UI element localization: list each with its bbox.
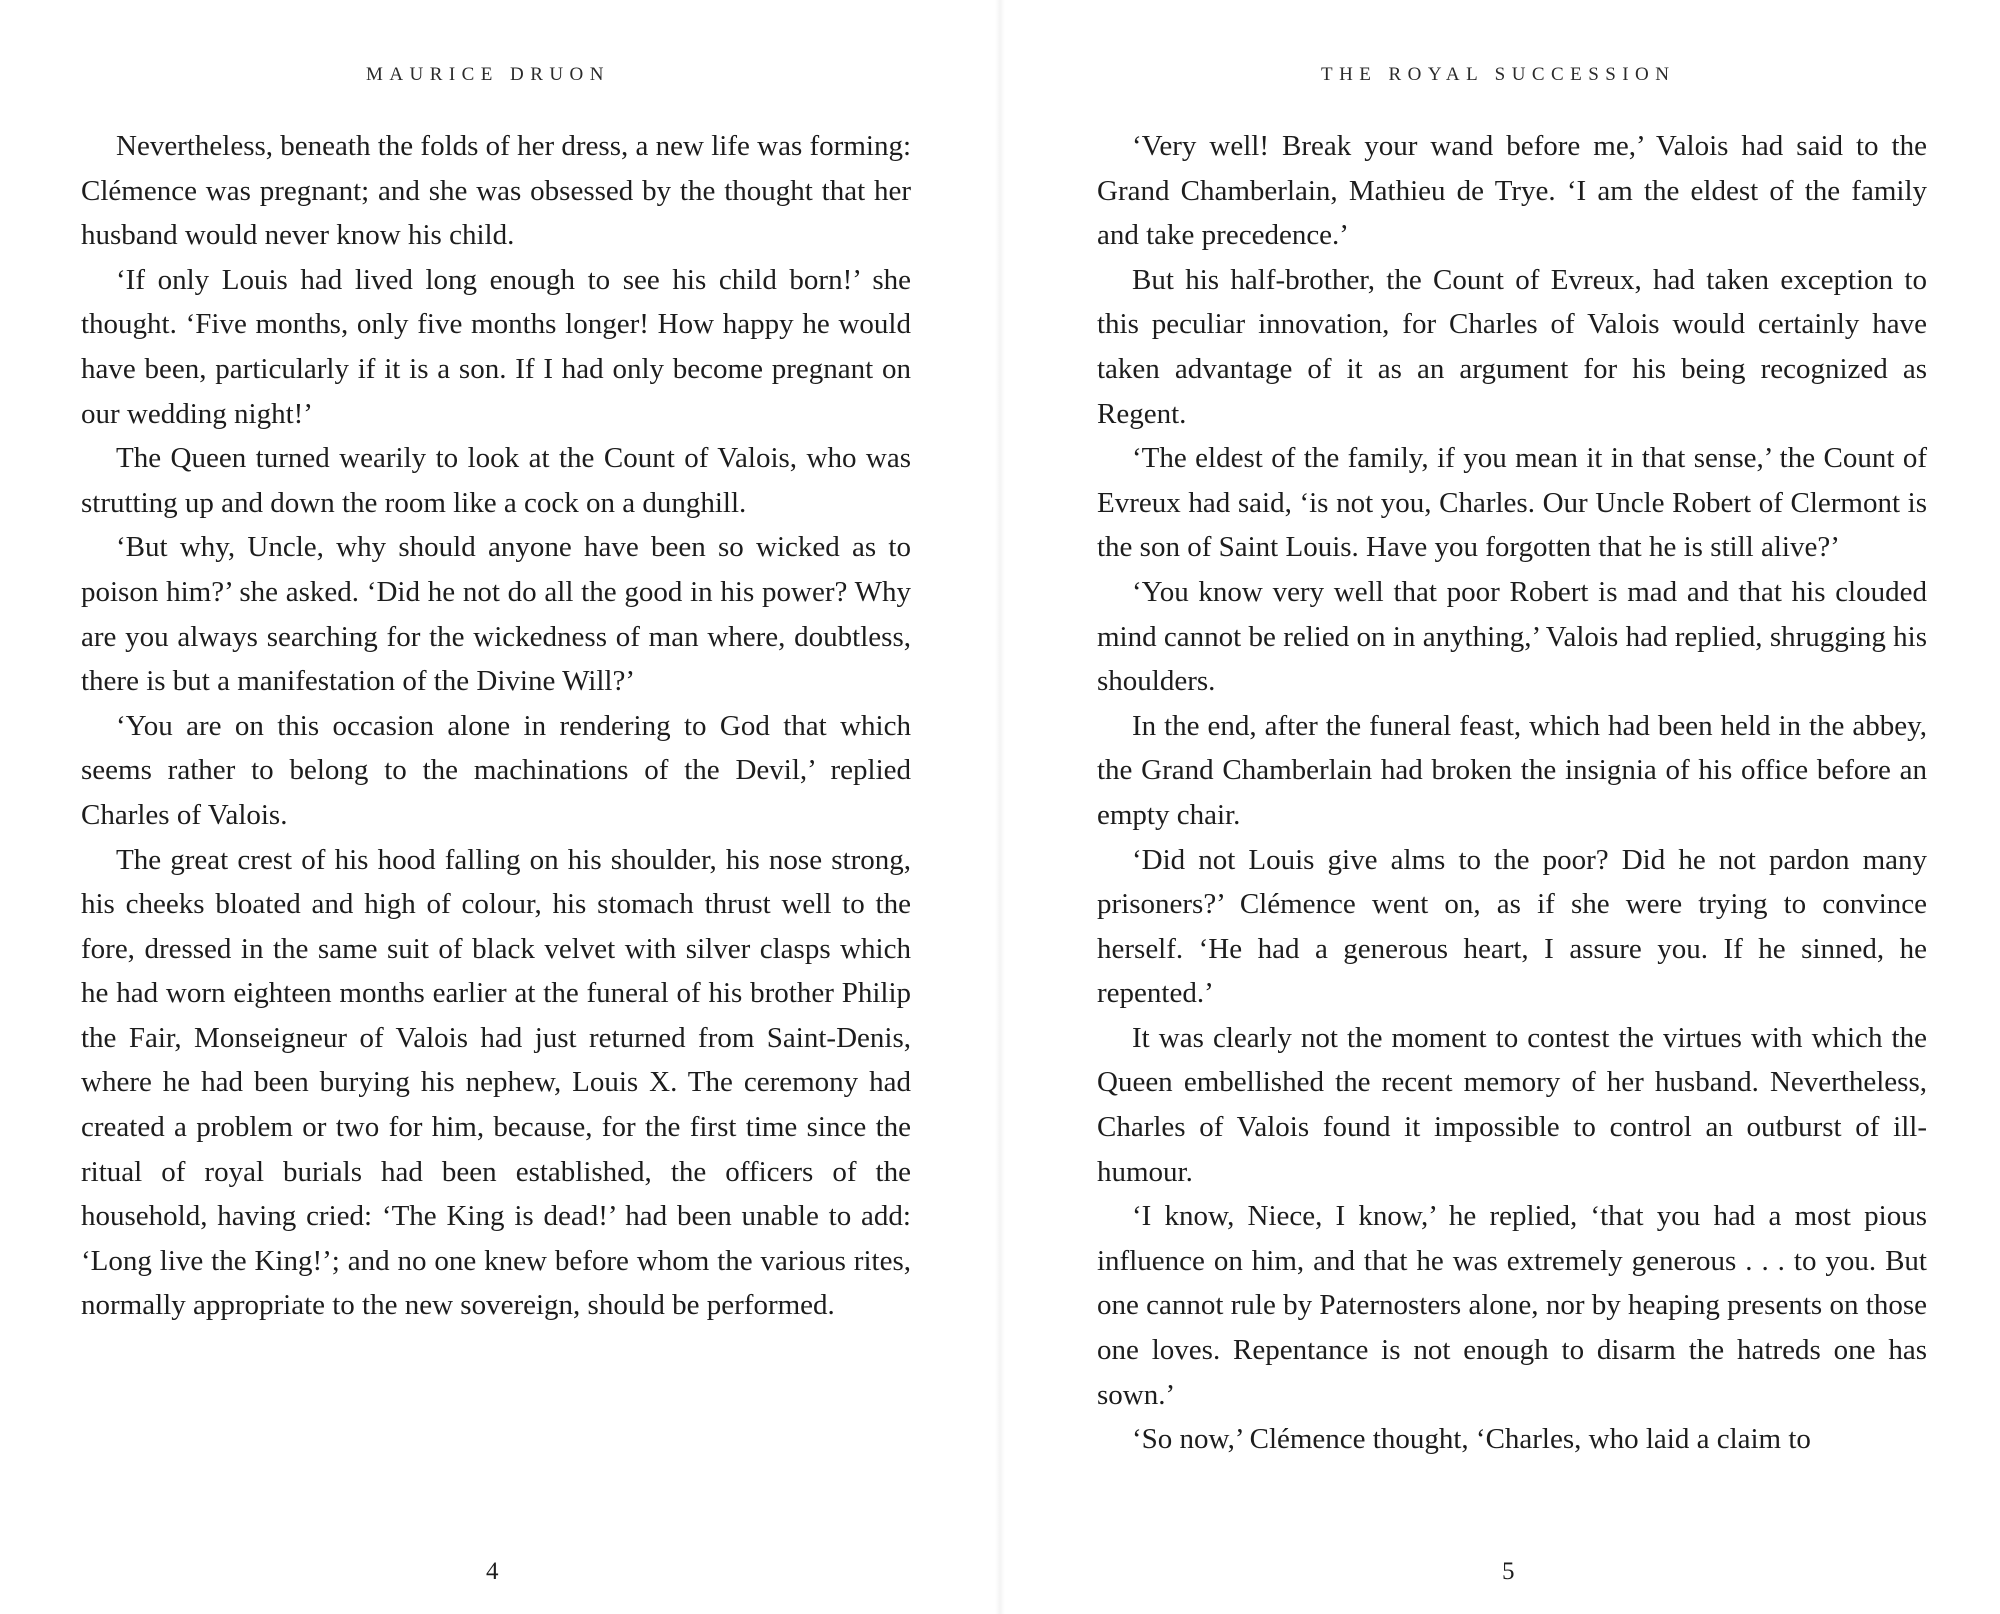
right-page [1097,0,1927,1614]
paragraph: But his half-brother, the Count of Evreux, had taken exception to this peculiar innovation, for Charles of Valois would certainly have taken advantage of it as an argument for his being recognized as Regent. [1097,263,1927,430]
left-page [81,0,911,1614]
paragraph: ‘I know, Niece, I know,’ he replied, ‘that you had a most pious influence on him, and that he was extremely generous . . . to you. But one cannot rule by Paternosters alone, nor by heaping presents on those one loves. Repentance is not enough to disarm the hatreds one has sown.’ [1097,1200,1927,1411]
paragraph: ‘Very well! Break your wand before me,’ Valois had said to the Grand Chamberlain, Mathieu de Trye. ‘I am the eldest of the family and take precedence.’ [1097,130,1927,252]
left-page-text [81,124,911,1328]
paragraph: The Queen turned wearily to look at the Count of Valois, who was strutting up and down the room like a cock on a dunghill. [81,442,911,519]
paragraph: The great crest of his hood falling on his shoulder, his nose strong, his cheeks bloated and high of colour, his stomach thrust well to the fore, dressed in the same suit of black velvet with silver clasps which he had worn eighteen months earlier at the funeral of his brother Philip the Fair, Monseigneur of Valois had just returned from Saint-Denis, where he had been burying his nephew, Louis X. The ceremony had created a problem or two for him, because, for the first time since the ritual of royal burials had been established, the officers of the household, having cried: ‘The King is dead!’ had been unable to add: ‘Long live the King!’; and no one knew before whom the various rites, normally appropriate to the new sovereign, should be performed. [81,843,911,1322]
paragraph: ‘If only Louis had lived long enough to see his child born!’ she thought. ‘Five months, only five months longer! How happy he would have been, particularly if it is a son. If I had only become pregnant on our wedding night!’ [81,263,911,430]
left-running-head: MAURICE DRUON [366,64,610,85]
paragraph: In the end, after the funeral feast, which had been held in the abbey, the Grand Chamberlain had broken the insignia of his office before an empty chair. [1097,709,1927,831]
right-page-number: 5 [1502,1558,1515,1585]
paragraph: ‘Did not Louis give alms to the poor? Did he not pardon many prisoners?’ Clémence went on, as if she were trying to convince herself. ‘He had a generous heart, I assure you. If he sinned, he repented.’ [1097,843,1927,1010]
paragraph: ‘But why, Uncle, why should anyone have been so wicked as to poison him?’ she asked. ‘Did he not do all the good in his power? Why are you always searching for the wickedness of man where, doubtless, there is but a manifestation of the Divine Will?’ [81,531,911,698]
paragraph: Nevertheless, beneath the folds of her dress, a new life was forming: Clémence was pregnant; and she was obsessed by the thought that her husband would never know his child. [81,130,911,252]
right-page-text [1097,124,1927,1462]
left-page-number: 4 [486,1558,499,1585]
paragraph: It was clearly not the moment to contest the virtues with which the Queen embellished the recent memory of her husband. Nevertheless, Charles of Valois found it impossible to control an outburst of ill-humour. [1097,1021,1927,1188]
paragraph: ‘You know very well that poor Robert is mad and that his clouded mind cannot be relied on in anything,’ Valois had replied, shrugging his shoulders. [1097,575,1927,698]
right-running-head: THE ROYAL SUCCESSION [1321,64,1676,85]
book-gutter [995,0,1005,1614]
paragraph: ‘So now,’ Clémence thought, ‘Charles, who laid a claim to [1132,1423,1811,1456]
paragraph: ‘You are on this occasion alone in rendering to God that which seems rather to belong to the machinations of the Devil,’ replied Charles of Valois. [81,709,911,831]
paragraph: ‘The eldest of the family, if you mean it in that sense,’ the Count of Evreux had said, ‘is not you, Charles. Our Uncle Robert of Clermont is the son of Saint Louis. Have you forgotten that he is still alive?’ [1097,442,1927,564]
